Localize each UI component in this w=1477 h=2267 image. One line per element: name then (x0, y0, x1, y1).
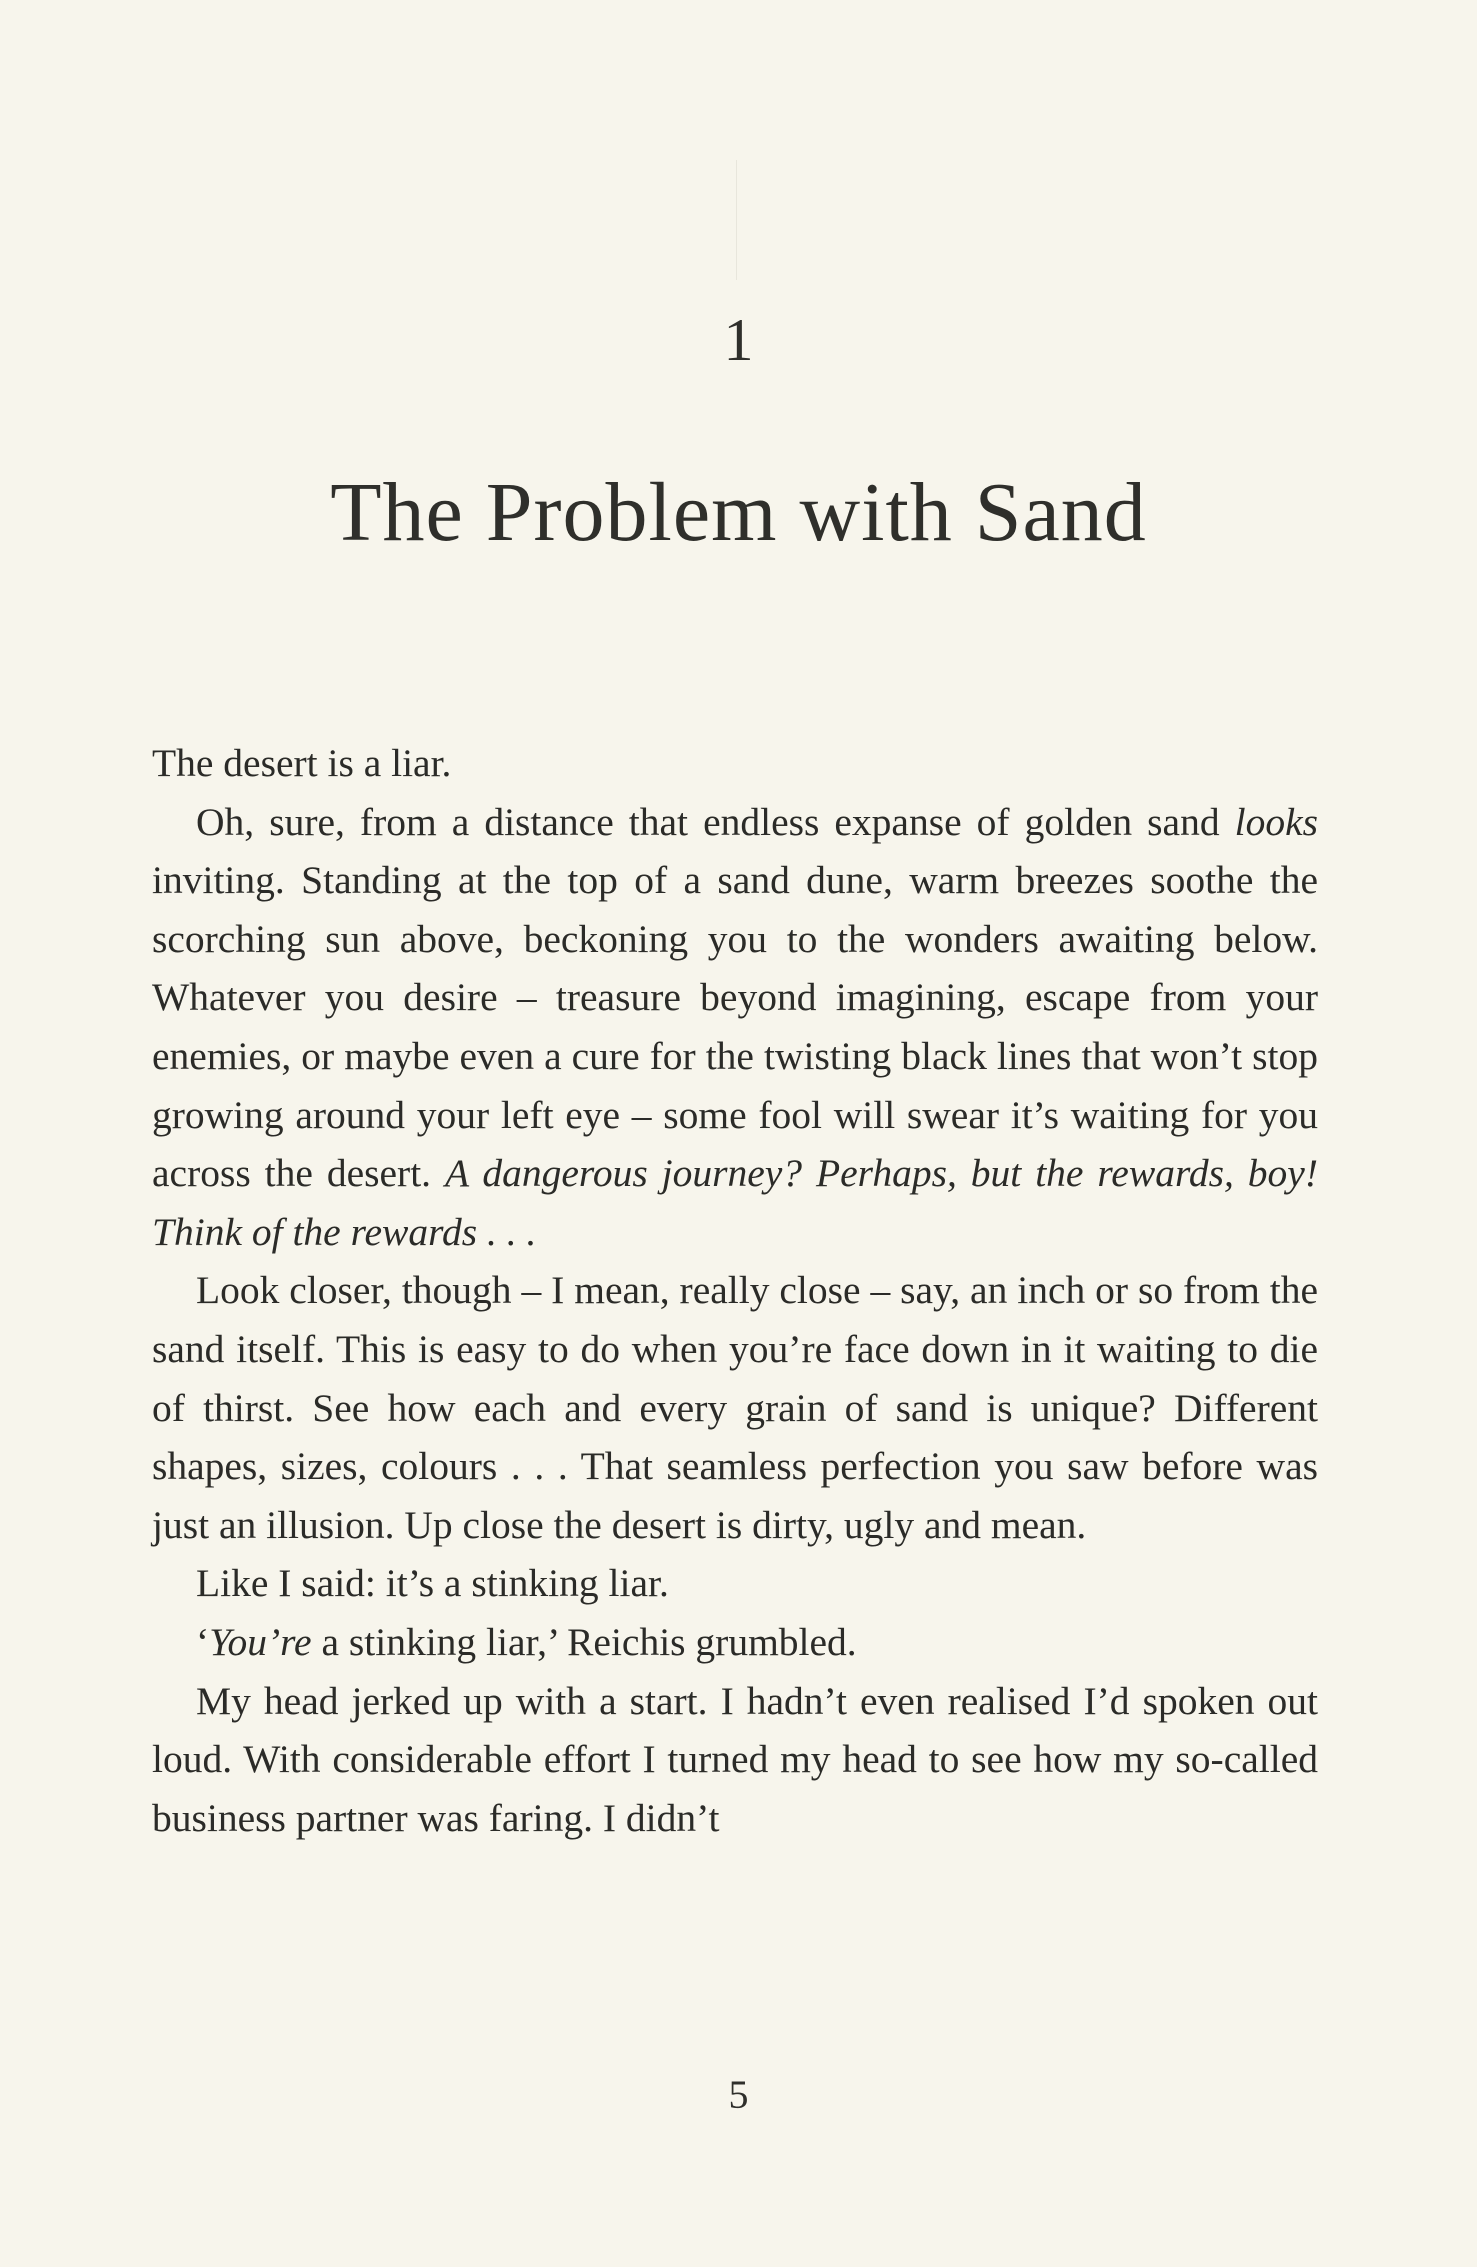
chapter-number: 1 (723, 307, 754, 373)
text-run: My head jerked up with a start. I hadn’t even realised I’d spoken out loud. With considerable effort I turned my head to see how my so-called business partner was faring. I didn’t (152, 1678, 1318, 1840)
page-number: 5 (728, 2072, 749, 2117)
italic-text: A dangerous journey? Perhaps, but the rewards, boy! Think of the rewards . . . (152, 1151, 1318, 1254)
text-run: Oh, sure, from a distance that endless expanse of golden sand (196, 799, 1235, 844)
page-crease (736, 160, 737, 280)
chapter-title: The Problem with Sand (330, 466, 1147, 559)
paragraph (152, 734, 1318, 793)
italic-text: looks (1234, 799, 1318, 844)
chapter-body (152, 734, 1318, 1847)
text-run: The desert is a liar. (152, 741, 452, 785)
paragraph (152, 1554, 1318, 1613)
paragraph (152, 1672, 1318, 1848)
italic-text: You’re (209, 1619, 312, 1664)
text-run: ‘ (196, 1619, 210, 1664)
text-run: inviting. Standing at the top of a sand dune, warm breezes soothe the scorching sun above, beckoning you to the wonders awaiting below. Whatever you desire – treasure beyond imagining, escape from your enemies, or maybe even a cure for the twisting black lines that won’t stop growing around your left eye – some fool will swear it’s waiting for you across the desert. (152, 858, 1318, 1196)
text-run: a stinking liar,’ Reichis grumbled. (311, 1619, 857, 1664)
paragraph (152, 1261, 1318, 1554)
paragraph (152, 793, 1318, 1262)
text-run: Look closer, though – I mean, really close – say, an inch or so from the sand itself. This is easy to do when you’re face down in it waiting to die of thirst. See how each and every grain of sand is unique? Different shapes, sizes, colours . . . That seamless perfection you saw before was just an illusion. Up close the desert is dirty, ugly and mean. (152, 1268, 1318, 1547)
text-run: Like I said: it’s a stinking liar. (196, 1561, 669, 1606)
paragraph (152, 1613, 1318, 1672)
